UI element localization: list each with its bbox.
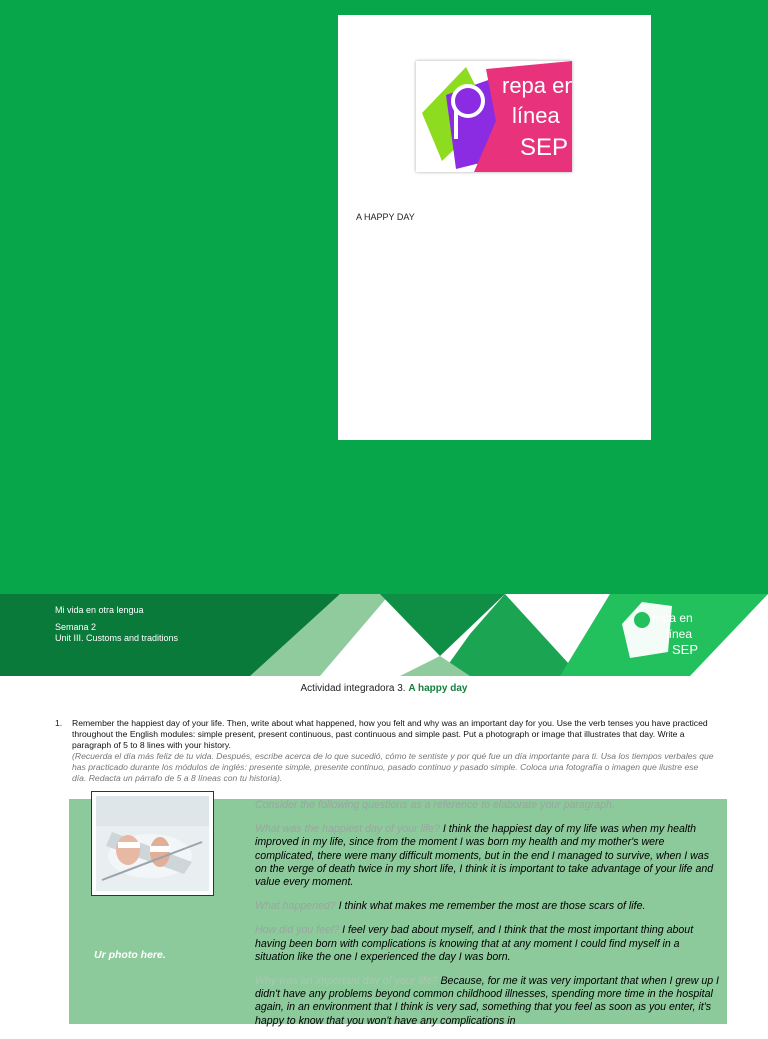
question-4: Why was an important day of your life? <box>255 975 438 988</box>
prepa-en-linea-logo <box>416 61 572 172</box>
question-3: How did you feel? <box>255 924 340 937</box>
prompt-intro: Consider the following questions as a reference to elaborate your paragraph. <box>255 799 615 811</box>
answer-1: I think the happiest day of my life was when my health improved in my life, since from the moment I was born my health and my mother's were complicated, there were many difficult moments, but in the end I managed to survive, when I was on the verge of death twice in my short life, I think it is important to take advantage of your life and value every moment. <box>255 823 714 889</box>
photo-frame <box>91 791 214 896</box>
activity-prefix: Actividad integradora 3. <box>300 683 406 694</box>
header-banner <box>0 594 768 676</box>
unit-label: Unit III. Customs and traditions <box>55 633 179 643</box>
photo-placeholder-label: Ur photo here. <box>94 949 166 961</box>
activity-name: A happy day <box>408 683 468 694</box>
instructions <box>55 718 715 784</box>
answer-4: Because, for me it was very important that when I grew up I didn't have any problems beyond common childhood illnesses, spending more time in the hospital again, in an environment that I think is very sad, something that you feel as soon as you enter, it's happy to know that you won't have any complications in <box>255 975 719 1027</box>
banner-logo-text-line1: repa en <box>652 611 693 625</box>
question-1: What was the happiest day of your life? <box>255 823 440 836</box>
question-2: What happened? <box>255 900 336 913</box>
instruction-spanish: (Recuerda el día más feliz de tu vida. Después, escribe acerca de lo que sucedió, cómo te sentiste y por qué fue un día importante para ti. Usa los tiempos verbales que has practicado durante los módulos de inglés: presente simple, presente continuo, pasado continuo y pasado simple. Coloca una fotografía o imagen que ilustre ese día. Redacta un párrafo de 5 a 8 líneas con tu historia). <box>72 751 714 783</box>
answer-text <box>255 799 719 1039</box>
instruction-english: Remember the happiest day of your life. Then, write about what happened, how you felt and why was an important day for you. Use the verb tenses you have practiced throughout the English modules: simple present, present continuous, past continuous and simple past. Put a photograph or image that illustrates that day. Write a paragraph of 5 to 8 lines with your history. <box>72 718 708 750</box>
answer-2: I think what makes me remember the most are those scars of life. <box>338 900 646 913</box>
cover-title: A HAPPY DAY <box>356 212 415 222</box>
activity-title <box>0 683 768 694</box>
banner-logo-text-line2: línea <box>666 627 693 641</box>
logo-text-line3: SEP <box>520 134 569 161</box>
cover-page <box>338 15 651 440</box>
instruction-number: 1. <box>55 718 63 728</box>
course-name: Mi vida en otra lengua <box>55 605 144 615</box>
answer-box <box>69 799 727 1027</box>
logo-text-line1: repa en <box>502 73 572 98</box>
week-label: Semana 2 <box>55 622 97 632</box>
answer-3: I feel very bad about myself, and I think that the most important thing about having been born with complications is knowing that at any moment I could find myself in a situation like the one I experienced the day I was born. <box>255 924 694 963</box>
newborn-photo <box>92 792 213 895</box>
banner-logo-text-line3: SEP <box>672 642 699 657</box>
logo-text-line2: línea <box>512 103 560 128</box>
